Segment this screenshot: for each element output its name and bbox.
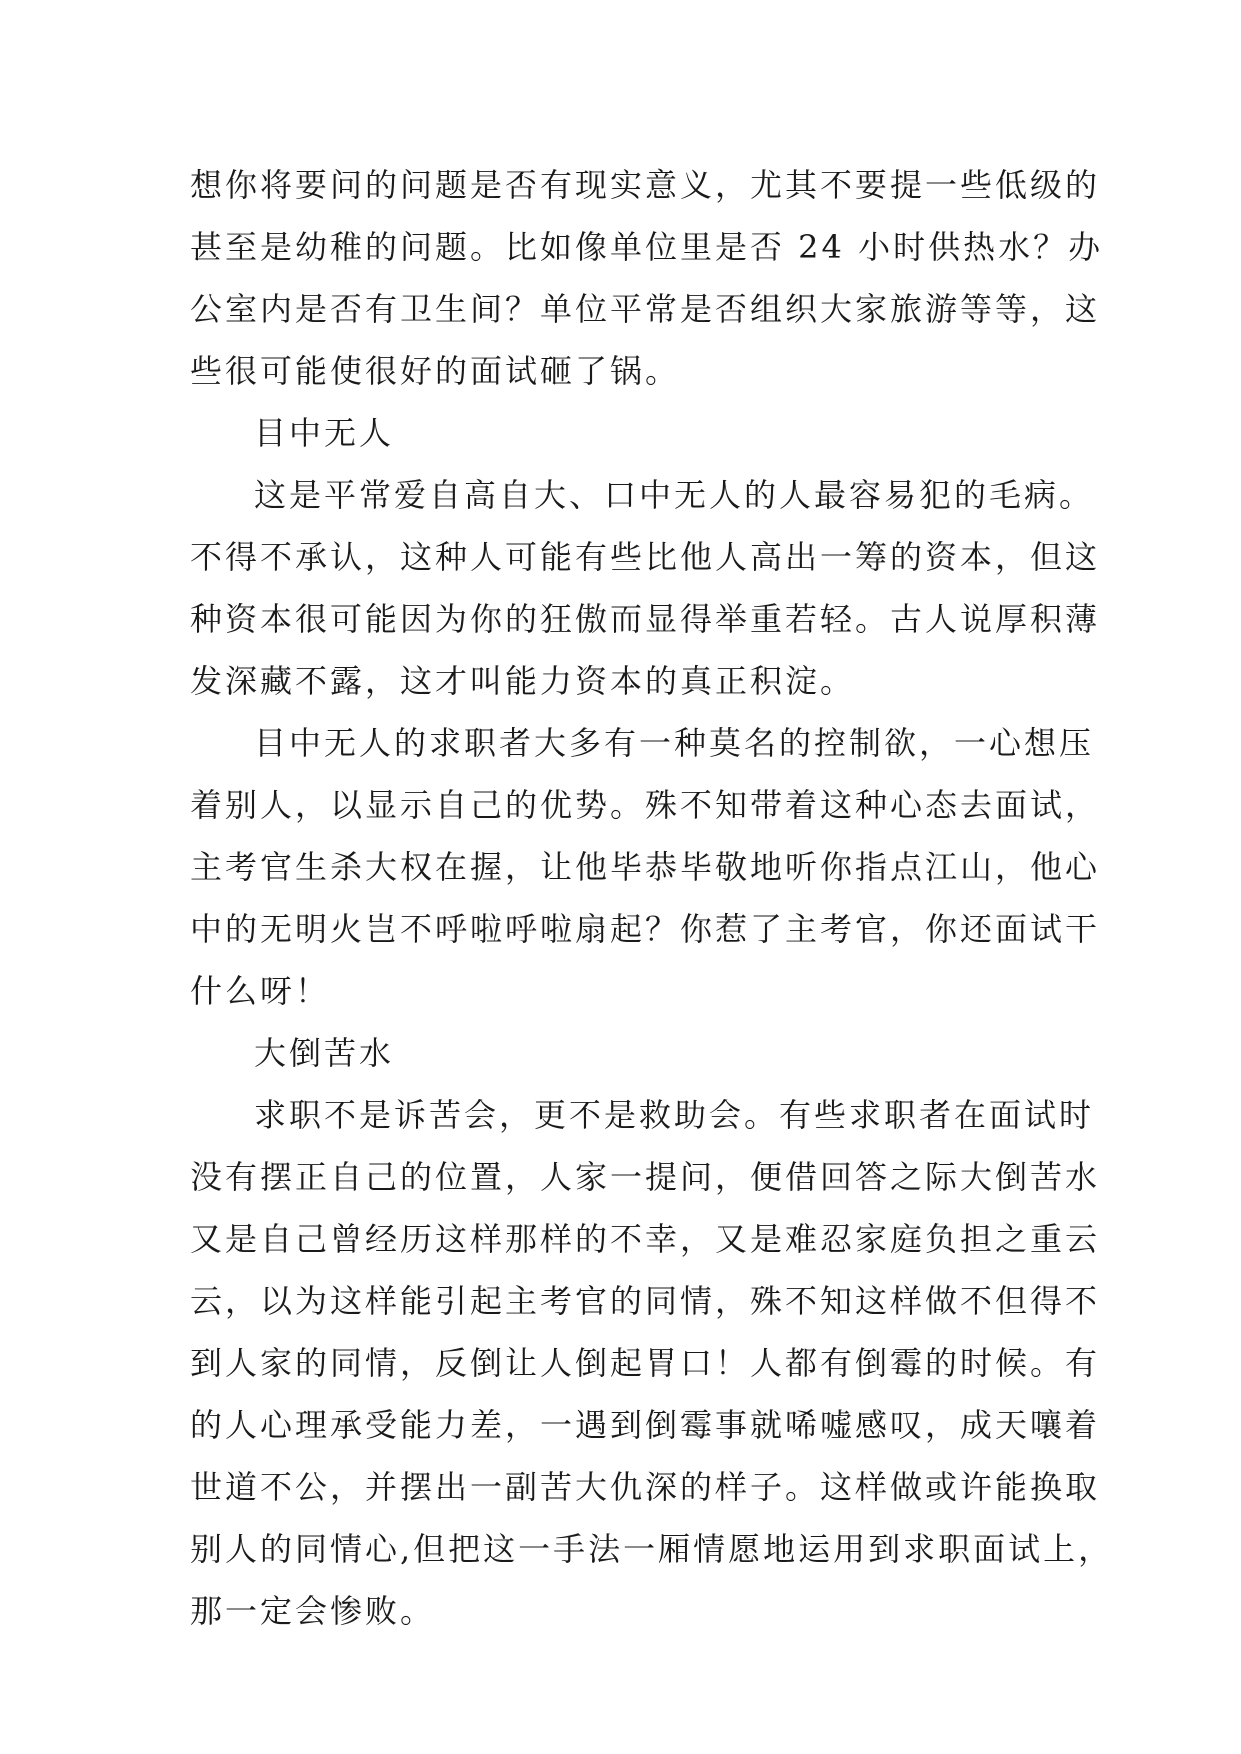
- text-line: 没有摆正自己的位置，人家一提问，便借回答之际大倒苦水: [190, 1158, 1101, 1196]
- text-line: 甚至是幼稚的问题。比如像单位里是否 24 小时供热水？办: [190, 228, 1104, 266]
- text-line: 发深藏不露，这才叫能力资本的真正积淀。: [190, 662, 856, 700]
- document-body: [190, 154, 1114, 1642]
- text-line: 到人家的同情，反倒让人倒起胃口！人都有倒霉的时候。有: [190, 1344, 1101, 1382]
- text-line: 世道不公，并摆出一副苦大仇深的样子。这样做或许能换取: [190, 1468, 1101, 1506]
- text-line: 不得不承认，这种人可能有些比他人高出一筹的资本，但这: [190, 538, 1101, 576]
- text-line: 什么呀！: [190, 972, 331, 1010]
- text-line: 种资本很可能因为你的狂傲而显得举重若轻。古人说厚积薄: [190, 600, 1101, 638]
- text-line: 主考官生杀大权在握，让他毕恭毕敬地听你指点江山，他心: [190, 848, 1101, 886]
- text-line: 这是平常爱自高自大、口中无人的人最容易犯的毛病。: [254, 476, 1095, 514]
- text-line: 云，以为这样能引起主考官的同情，殊不知这样做不但得不: [190, 1282, 1101, 1320]
- section-heading: 大倒苦水: [254, 1034, 395, 1072]
- text-line: 那一定会惨败。: [190, 1592, 436, 1630]
- text-line: 的人心理承受能力差，一遇到倒霉事就唏嘘感叹，成天嚷着: [190, 1406, 1101, 1444]
- text-line: 想你将要问的问题是否有现实意义，尤其不要提一些低级的: [190, 166, 1101, 204]
- text-line: 公室内是否有卫生间？单位平常是否组织大家旅游等等，这: [190, 290, 1101, 328]
- text-line: 别人的同情心,但把这一手法一厢情愿地运用到求职面试上，: [190, 1530, 1114, 1568]
- section-heading: 目中无人: [254, 414, 395, 452]
- text-line: 目中无人的求职者大多有一种莫名的控制欲，一心想压: [254, 724, 1095, 762]
- text-line: 又是自己曾经历这样那样的不幸，又是难忍家庭负担之重云: [190, 1220, 1101, 1258]
- text-line: 中的无明火岂不呼啦呼啦扇起？你惹了主考官，你还面试干: [190, 910, 1101, 948]
- text-line: 着别人，以显示自己的优势。殊不知带着这种心态去面试，: [190, 786, 1101, 824]
- text-line: 求职不是诉苦会，更不是救助会。有些求职者在面试时: [254, 1096, 1095, 1134]
- text-line: 些很可能使很好的面试砸了锅。: [190, 352, 681, 390]
